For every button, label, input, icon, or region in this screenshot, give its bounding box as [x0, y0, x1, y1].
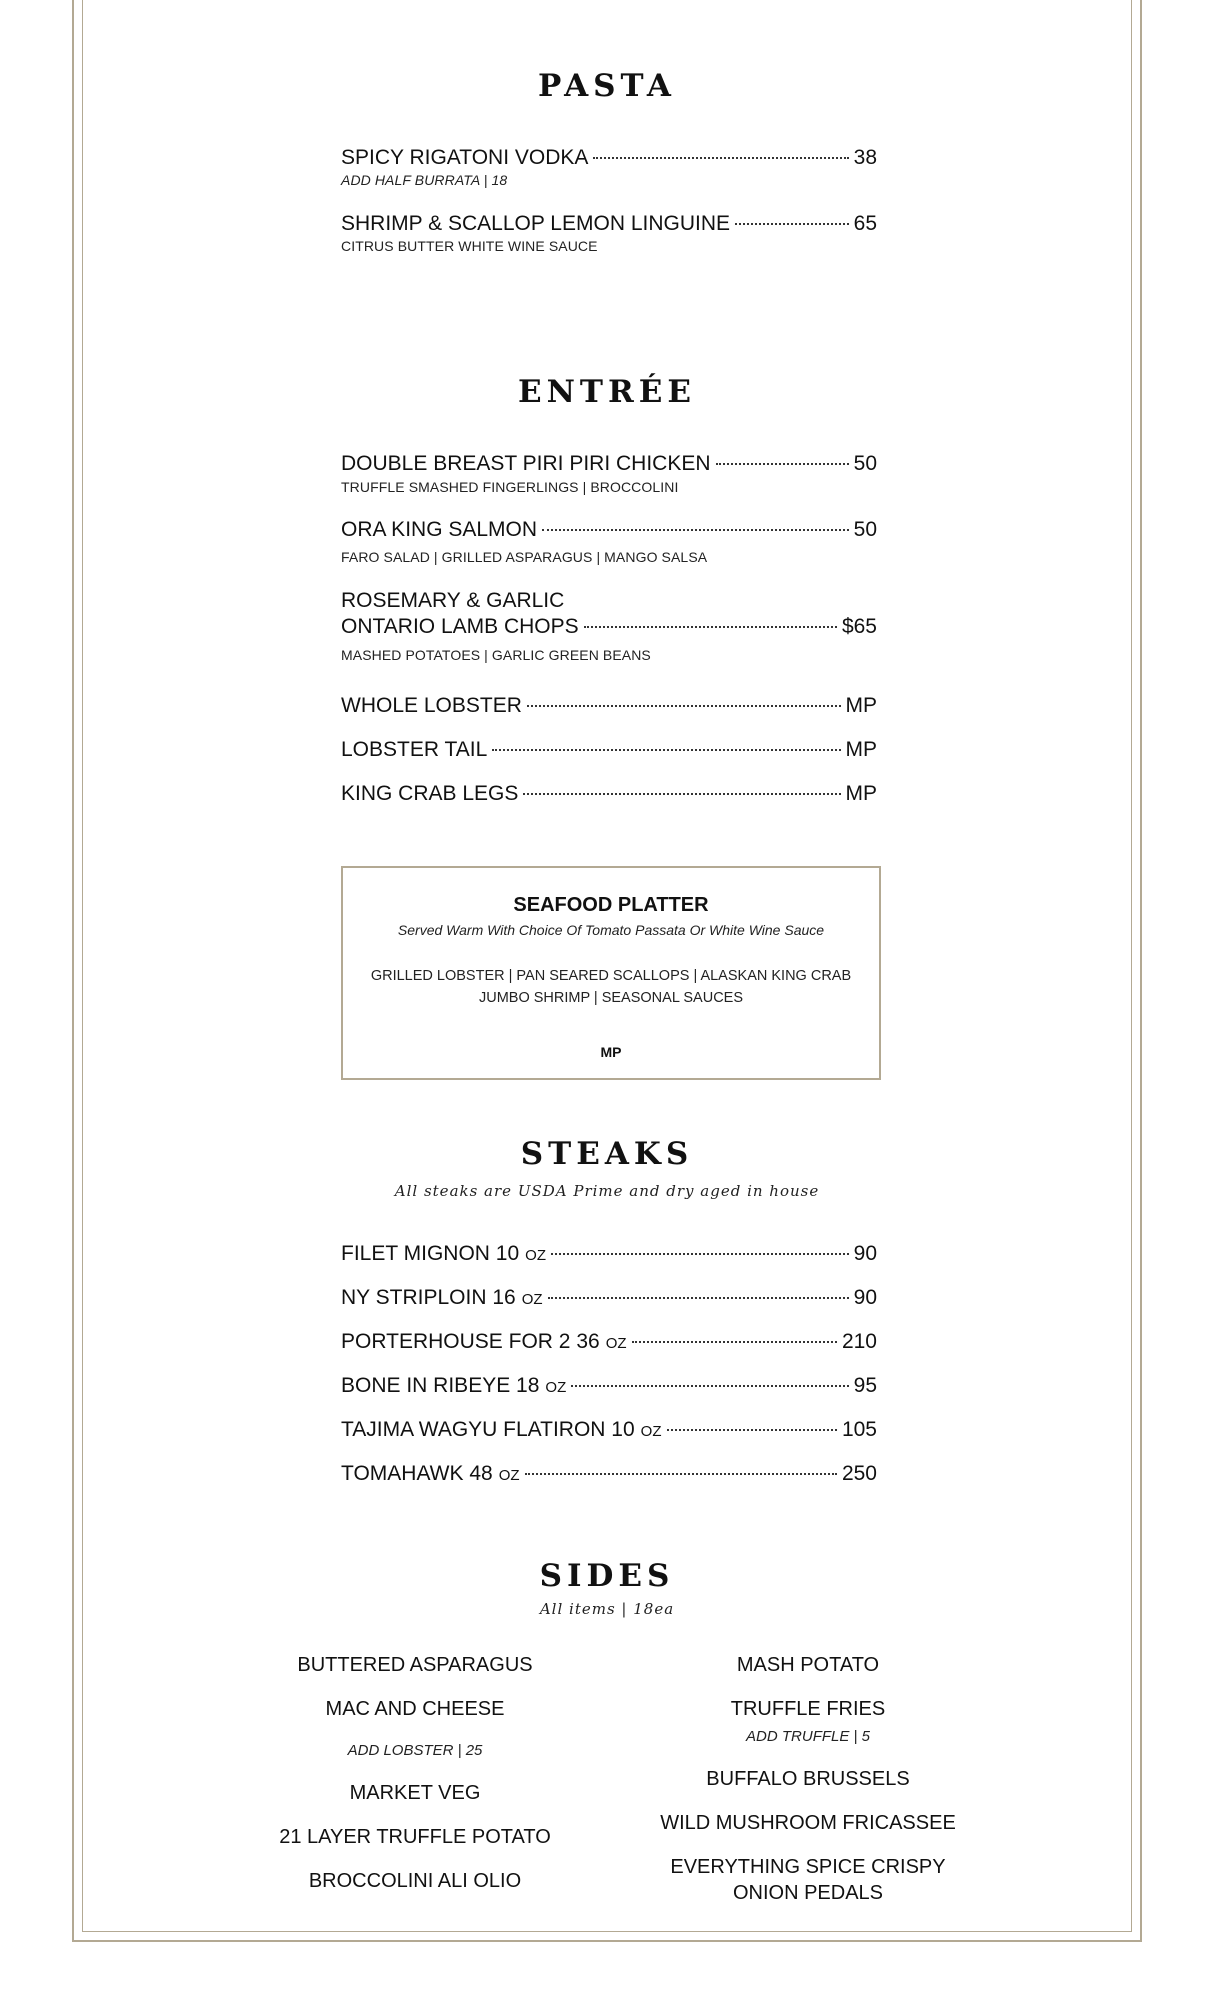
item-name: FILET MIGNON 10	[341, 1242, 520, 1265]
item-name-line1: ROSEMARY & GARLIC	[341, 589, 565, 612]
item-unit: OZ	[605, 1335, 627, 1352]
platter-contents-line: GRILLED LOBSTER | PAN SEARED SCALLOPS | ALASKAN KING CRAB	[370, 968, 852, 984]
item-price: MP	[845, 694, 877, 717]
item-name: TAJIMA WAGYU FLATIRON 10	[341, 1418, 635, 1441]
side-item: BUFFALO BRUSSELS	[706, 1768, 910, 1790]
dot-leader	[492, 749, 840, 751]
item-name: PORTERHOUSE FOR 2 36	[341, 1330, 600, 1353]
menu-item	[341, 1286, 877, 1310]
side-note: ADD TRUFFLE | 5	[746, 1728, 870, 1745]
item-price: 105	[841, 1418, 877, 1441]
item-unit: OZ	[498, 1467, 520, 1484]
item-description: TRUFFLE SMASHED FINGERLINGS | BROCCOLINI	[341, 479, 679, 495]
item-price: MP	[845, 782, 877, 805]
dot-leader	[584, 626, 837, 628]
section-subtitle: All items | 18ea	[539, 1600, 675, 1618]
item-price: 210	[841, 1330, 877, 1353]
item-name: KING CRAB LEGS	[341, 782, 519, 805]
section-title-entree: ENTRÉE	[517, 374, 697, 410]
item-description: MASHED POTATOES | GARLIC GREEN BEANS	[341, 647, 651, 663]
menu-item	[341, 452, 877, 476]
section-title-pasta: PASTA	[538, 68, 676, 104]
side-item: WILD MUSHROOM FRICASSEE	[660, 1812, 956, 1834]
item-unit: OZ	[640, 1423, 662, 1440]
item-name: NY STRIPLOIN 16	[341, 1286, 516, 1309]
side-item: TRUFFLE FRIES	[730, 1698, 886, 1720]
dot-leader	[551, 1253, 849, 1255]
side-item: MARKET VEG	[349, 1782, 481, 1804]
item-name: TOMAHAWK 48	[341, 1462, 493, 1485]
item-name: SHRIMP & SCALLOP LEMON LINGUINE	[341, 212, 731, 235]
side-item: BROCCOLINI ALI OLIO	[308, 1870, 522, 1892]
side-item-line2: ONION PEDALS	[732, 1882, 884, 1904]
dot-leader	[667, 1429, 837, 1431]
dot-leader	[523, 793, 840, 795]
menu-item	[341, 694, 877, 718]
item-name: LOBSTER TAIL	[341, 738, 488, 761]
item-price: 38	[853, 146, 877, 169]
item-price: 50	[853, 518, 877, 541]
item-name: BONE IN RIBEYE 18	[341, 1374, 540, 1397]
item-price: 65	[853, 212, 877, 235]
item-description: FARO SALAD | GRILLED ASPARAGUS | MANGO SALSA	[341, 549, 708, 565]
menu-item	[341, 738, 877, 762]
section-title-sides: SIDES	[539, 1558, 675, 1594]
item-price: 90	[853, 1286, 877, 1309]
item-price: 250	[841, 1462, 877, 1485]
side-item: MASH POTATO	[736, 1654, 880, 1676]
item-unit: OZ	[525, 1247, 546, 1264]
section-subtitle: All steaks are USDA Prime and dry aged in house	[394, 1182, 820, 1200]
dot-leader	[716, 463, 849, 465]
seafood-platter-box	[341, 866, 881, 1080]
item-name: SPICY RIGATONI VODKA	[341, 146, 589, 169]
dot-leader	[525, 1473, 837, 1475]
dot-leader	[632, 1341, 837, 1343]
item-name: WHOLE LOBSTER	[341, 694, 522, 717]
side-item: MAC AND CHEESE	[325, 1698, 505, 1720]
item-name: ONTARIO LAMB CHOPS	[341, 615, 579, 638]
platter-subtitle: Served Warm With Choice Of Tomato Passata Or White Wine Sauce	[397, 922, 825, 938]
item-name: ORA KING SALMON	[341, 518, 538, 541]
item-note: ADD HALF BURRATA | 18	[341, 172, 508, 188]
dot-leader	[571, 1385, 848, 1387]
menu-item	[341, 146, 877, 170]
side-item: 21 LAYER TRUFFLE POTATO	[279, 1826, 551, 1848]
item-description: CITRUS BUTTER WHITE WINE SAUCE	[341, 238, 598, 254]
menu-item	[341, 1242, 877, 1266]
side-item: EVERYTHING SPICE CRISPY	[670, 1856, 946, 1878]
dot-leader	[735, 223, 849, 225]
platter-price: MP	[600, 1044, 622, 1060]
section-title-steaks: STEAKS	[520, 1136, 694, 1172]
menu-item	[341, 1462, 877, 1486]
menu-item	[341, 1418, 877, 1442]
item-price: 95	[853, 1374, 877, 1397]
item-price: 50	[853, 452, 877, 475]
menu-item	[341, 615, 877, 639]
item-unit: OZ	[545, 1379, 567, 1396]
dot-leader	[527, 705, 841, 707]
menu-item	[341, 1374, 877, 1398]
item-price: $65	[841, 615, 877, 638]
dot-leader	[593, 157, 848, 159]
menu-item	[341, 782, 877, 806]
item-price: 90	[853, 1242, 877, 1265]
platter-title: SEAFOOD PLATTER	[513, 894, 709, 916]
item-unit: OZ	[521, 1291, 543, 1308]
item-price: MP	[845, 738, 877, 761]
platter-contents-line: JUMBO SHRIMP | SEASONAL SAUCES	[478, 990, 744, 1006]
side-note: ADD LOBSTER | 25	[347, 1742, 483, 1759]
menu-item	[341, 518, 877, 542]
dot-leader	[548, 1297, 849, 1299]
side-item: BUTTERED ASPARAGUS	[297, 1654, 533, 1676]
item-name: DOUBLE BREAST PIRI PIRI CHICKEN	[341, 452, 711, 475]
menu-item	[341, 212, 877, 236]
menu-item	[341, 1330, 877, 1354]
dot-leader	[542, 529, 849, 531]
